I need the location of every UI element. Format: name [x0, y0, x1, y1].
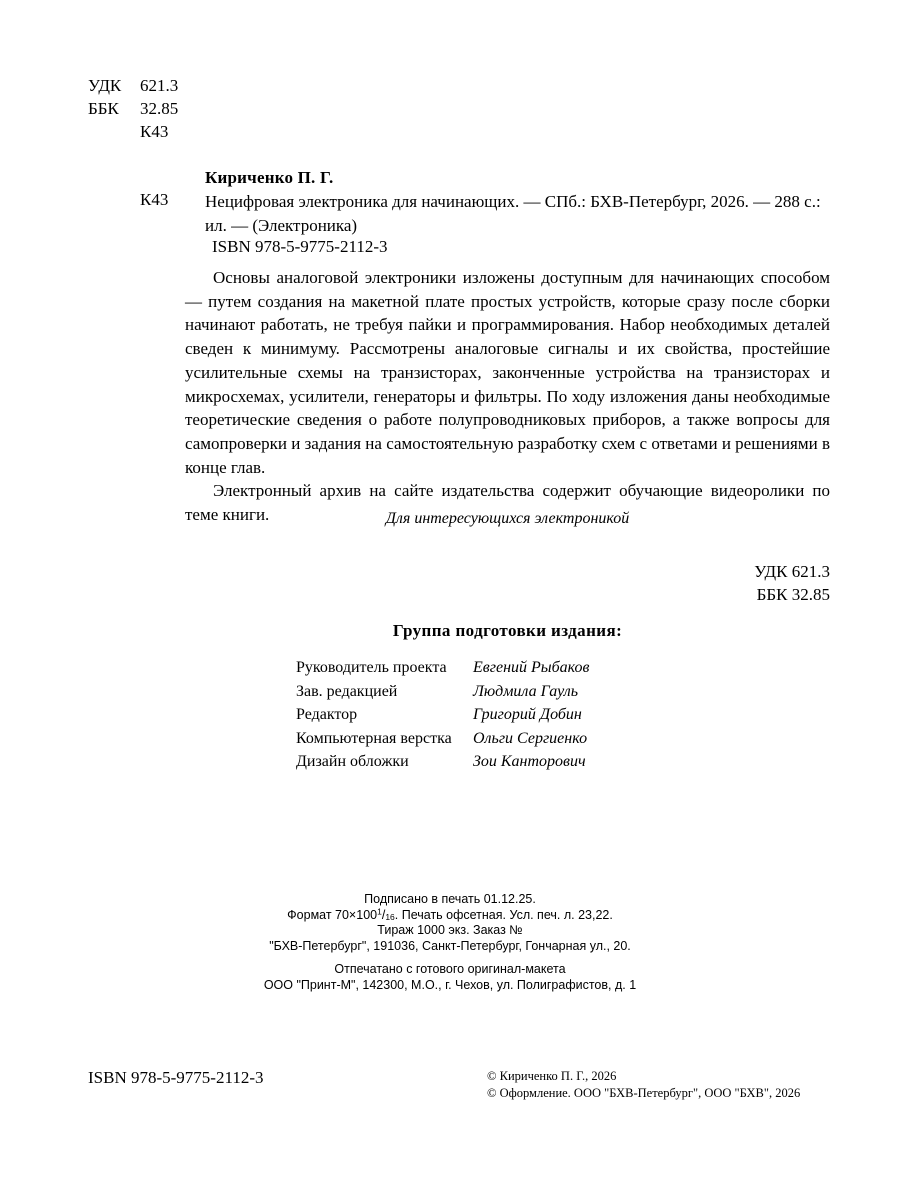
table-row — [296, 750, 589, 774]
table-row — [296, 656, 589, 680]
audience-line: Для интересующихся электроникой — [385, 510, 630, 527]
imprint-print-run: Тираж 1000 экз. Заказ № — [377, 923, 523, 937]
imprint-signed: Подписано в печать 01.12.25. — [364, 892, 536, 906]
imprint-printer-address: ООО "Принт-М", 142300, М.О., г. Чехов, ул. Полиграфистов, д. 1 — [263, 977, 637, 992]
author-mark-value: К43 — [140, 122, 169, 141]
udc-repeat: УДК 621.3 — [754, 562, 830, 581]
annotation-block — [185, 266, 830, 527]
imprint-printed-from: Отпечатано с готового оригинал-макета — [334, 962, 566, 976]
imprint-format-numerator: 1 — [377, 905, 382, 916]
imprint-block — [150, 892, 750, 993]
team-title: Группа подготовки издания: — [392, 621, 623, 640]
team-role: Зав. редакцией — [296, 682, 398, 700]
classification-repeat — [754, 560, 830, 606]
cutter-mark: К43 — [140, 190, 169, 209]
annotation-paragraph-1: Основы аналоговой электроники изложены доступным для начинающих способом — путем создания на макетной плате простых устройств, которые сразу после сборки начинают работать, не требуя пайки и программирования. Набор необходимых деталей сведен к минимуму. Рассмотрены аналоговые сигналы и их свойства, простейшие усилительные схемы на транзисторах, законченные устройства на транзисторах и микросхемах, усилители, генераторы и фильтры. По ходу изложения даны необходимые теоретические сведения о работе полупроводниковых приборов, а также вопросы для самопроверки и задания на самостоятельную разработку схем с ответами и решениями в конце глав. — [185, 268, 830, 477]
team-role: Компьютерная верстка — [296, 729, 452, 747]
table-row — [296, 703, 589, 727]
imprint-format — [150, 905, 750, 924]
table-row — [296, 680, 589, 704]
footer-isbn: ISBN 978-5-9775-2112-3 — [88, 1068, 264, 1087]
bbk-repeat: ББК 32.85 — [756, 585, 830, 604]
copyright-design: © Оформление. ООО "БХВ-Петербург", ООО "БХВ", 2026 — [487, 1086, 801, 1100]
bbk-row — [88, 97, 178, 120]
team-role: Редактор — [296, 706, 358, 724]
imprint-spacer — [150, 954, 750, 962]
footer-copyright — [487, 1068, 800, 1102]
team-person: Людмила Гауль — [473, 682, 579, 700]
team-role: Руководитель проекта — [296, 659, 447, 676]
udc-label: УДК — [88, 76, 122, 95]
copyright-author: © Кириченко П. Г., 2026 — [487, 1069, 617, 1083]
classification-block — [88, 74, 178, 143]
imprint-format-suffix: . Печать офсетная. Усл. печ. л. 23,22. — [394, 907, 613, 922]
team-role: Дизайн обложки — [296, 753, 409, 771]
team-person: Ольги Сергиенко — [473, 729, 588, 747]
imprint-format-denominator: 16 — [385, 911, 395, 922]
imprint-format-fraction: $^1/_{16}$ — [377, 905, 395, 922]
imprint-publisher-address: "БХВ-Петербург", 191036, Санкт-Петербург, Гончарная ул., 20. — [269, 938, 631, 953]
annotation-paragraph-2: Электронный архив на сайте издательства содержит обучающие видеоролики по теме книги. — [185, 481, 830, 525]
team-person: Зои Канторович — [473, 753, 586, 771]
biblio-description: Нецифровая электроника для начинающих. — СПб.: БХВ-Петербург, 2026. — 288 с.: ил. — (Электроника) — [205, 192, 821, 235]
author-mark-spacer — [88, 120, 140, 143]
team-person: Евгений Рыбаков — [473, 659, 590, 676]
table-row — [296, 727, 589, 751]
udc-row — [88, 74, 178, 97]
imprint-format-prefix: Формат 70×100 — [287, 907, 378, 922]
author-mark-row — [88, 120, 178, 143]
udc-value: 621.3 — [140, 76, 179, 95]
bbk-value: 32.85 — [140, 99, 179, 118]
team-person: Григорий Добин — [473, 706, 582, 724]
isbn-main: ISBN 978-5-9775-2112-3 — [212, 237, 388, 256]
bbk-label: ББК — [88, 99, 119, 118]
team-table — [296, 656, 589, 774]
author-name: Кириченко П. Г. — [205, 168, 334, 187]
